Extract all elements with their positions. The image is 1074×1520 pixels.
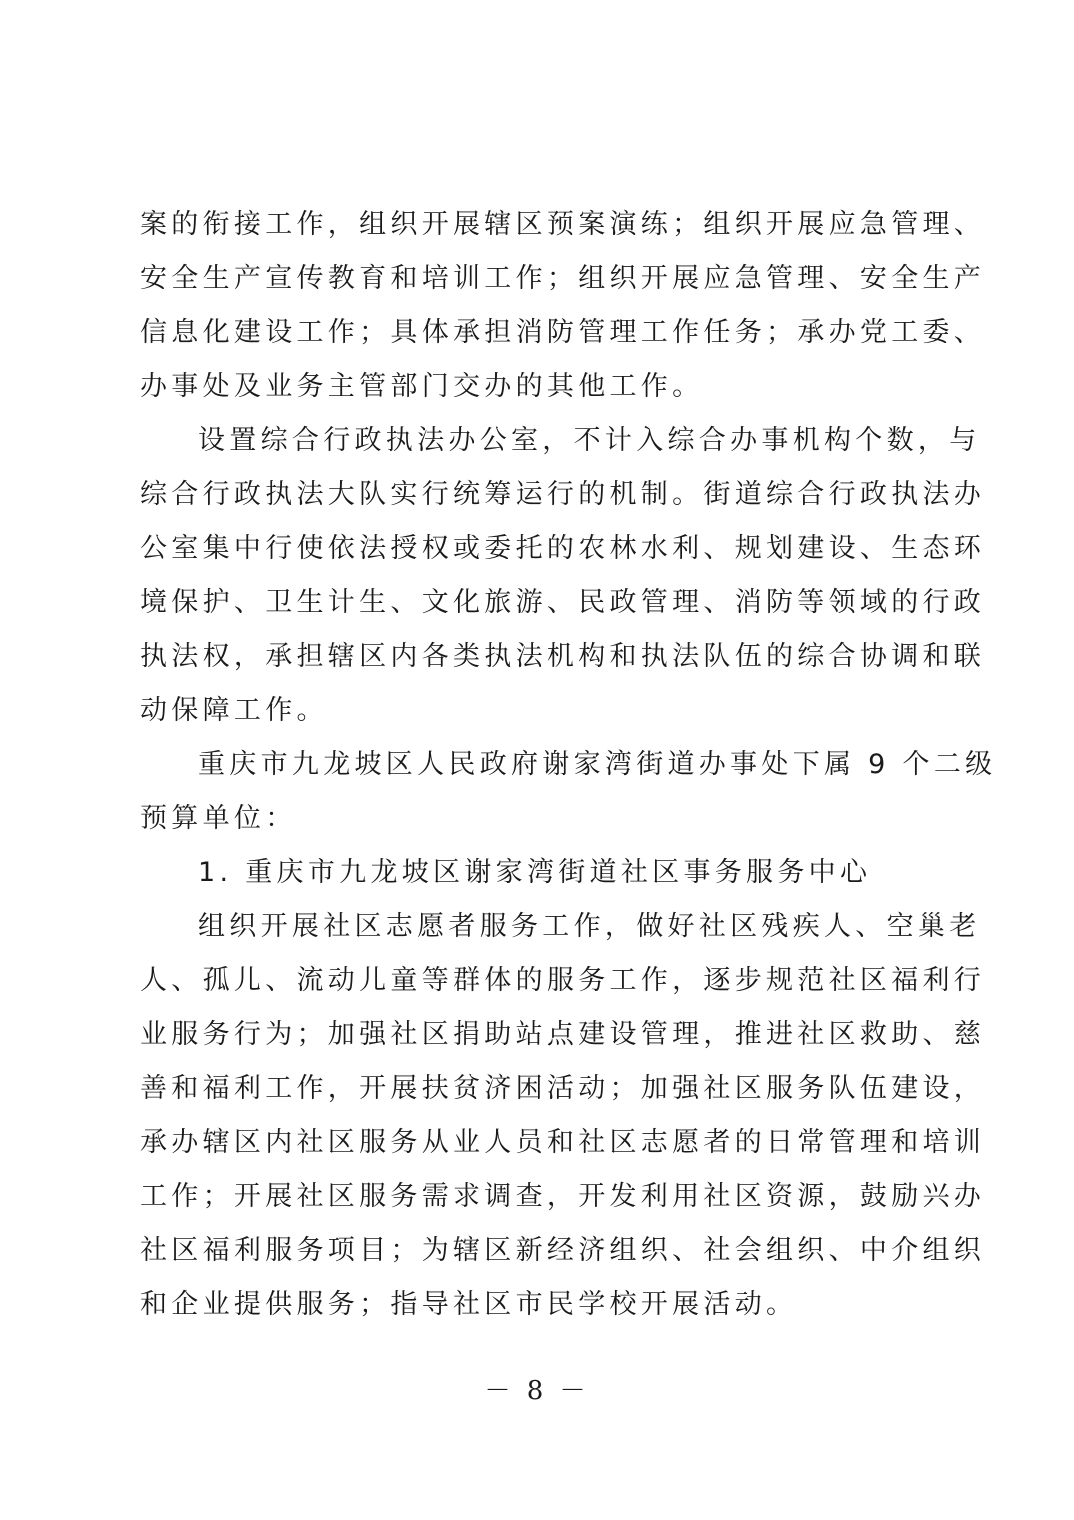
text-line: 预算单位： (140, 803, 297, 834)
text-line: 社区福利服务项目；为辖区新经济组织、社会组织、中介组织 (140, 1235, 986, 1266)
text-line: 业服务行为；加强社区捐助站点建设管理，推进社区救助、慈 (140, 1019, 986, 1050)
text-line: 和企业提供服务；指导社区市民学校开展活动。 (140, 1289, 798, 1320)
section-heading: 1. 重庆市九龙坡区谢家湾街道社区事务服务中心 (198, 857, 872, 888)
text-line: 工作；开展社区服务需求调查，开发利用社区资源，鼓励兴办 (140, 1181, 986, 1212)
text-line: 承办辖区内社区服务从业人员和社区志愿者的日常管理和培训 (140, 1127, 986, 1158)
text-line: 信息化建设工作；具体承担消防管理工作任务；承办党工委、 (140, 317, 986, 348)
text-line: 善和福利工作，开展扶贫济困活动；加强社区服务队伍建设， (140, 1073, 986, 1104)
text-line: 重庆市九龙坡区人民政府谢家湾街道办事处下属 9 个二级 (198, 749, 997, 780)
text-line: 综合行政执法大队实行统筹运行的机制。街道综合行政执法办 (140, 479, 986, 510)
text-line: 设置综合行政执法办公室，不计入综合办事机构个数，与 (198, 425, 981, 456)
text-line: 动保障工作。 (140, 695, 328, 726)
text-line: 公室集中行使依法授权或委托的农林水利、规划建设、生态环 (140, 533, 986, 564)
text-line: 人、孤儿、流动儿童等群体的服务工作，逐步规范社区福利行 (140, 965, 986, 996)
text-line: 执法权，承担辖区内各类执法机构和执法队伍的综合协调和联 (140, 641, 986, 672)
text-line: 安全生产宣传教育和培训工作；组织开展应急管理、安全生产 (140, 263, 986, 294)
body-text (140, 203, 997, 1337)
text-line: 境保护、卫生计生、文化旅游、民政管理、消防等领域的行政 (140, 587, 986, 618)
text-line: 组织开展社区志愿者服务工作，做好社区残疾人、空巢老 (198, 911, 981, 942)
text-line: 办事处及业务主管部门交办的其他工作。 (140, 371, 704, 402)
text-line: 案的衔接工作，组织开展辖区预案演练；组织开展应急管理、 (140, 209, 986, 240)
page-number: － 8 － (484, 1376, 590, 1406)
